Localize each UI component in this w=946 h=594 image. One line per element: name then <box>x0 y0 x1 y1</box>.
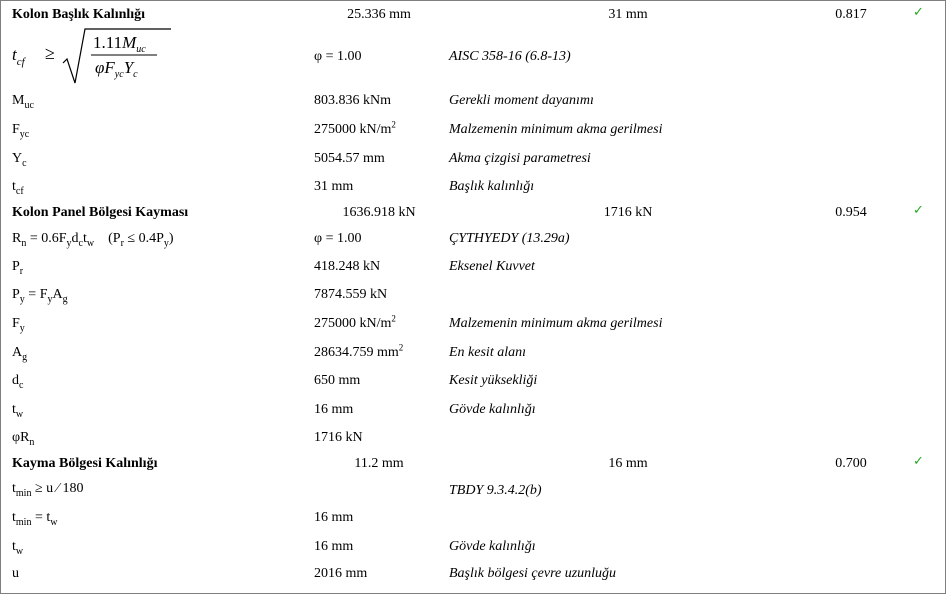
ratio-value: 0.954 <box>835 205 867 220</box>
param-value: 1716 kN <box>314 430 363 445</box>
param-row-py <box>1 287 945 311</box>
param-row-tmin <box>1 510 945 534</box>
param-symbol: u <box>12 566 19 581</box>
param-row-phirn <box>1 430 945 454</box>
param-row-u <box>1 566 945 590</box>
formula-row <box>1 49 945 73</box>
equation: $t_{min} \ge u$ ⁄ 180 <box>12 481 84 499</box>
param-value: 418.248 kN <box>314 259 381 274</box>
formula-relation: ≥ <box>45 43 55 63</box>
param-row-fyc <box>1 119 945 146</box>
param-description: Gövde kalınlığı <box>449 402 536 417</box>
param-description: Malzemenin minimum akma gerilmesi <box>449 316 663 331</box>
param-row-fy <box>1 313 945 340</box>
section-header-shear-zone-thickness <box>1 456 945 480</box>
param-row-dc <box>1 373 945 397</box>
reference: TBDY 9.3.4.2(b) <box>449 483 542 498</box>
param-symbol: $P_r$ <box>12 259 24 277</box>
param-value: 275000 $kN/m^2$ <box>314 313 396 331</box>
param-description: Kesit yüksekliği <box>449 373 538 388</box>
param-description: Malzemenin minimum akma gerilmesi <box>449 122 663 137</box>
required-value: 1636.918 kN <box>342 205 416 220</box>
param-value: 28634.759 $mm^2$ <box>314 342 404 360</box>
formula-denominator: $\varphi F_{yc}Y_c$ <box>95 58 138 80</box>
param-description: Başlık kalınlığı <box>449 179 535 194</box>
section-title: Kolon Panel Bölgesi Kayması <box>12 205 189 220</box>
param-value: 5054.57 mm <box>314 151 385 166</box>
param-value: 31 mm <box>314 179 354 194</box>
phi-value: φ = 1.00 <box>314 231 362 246</box>
section-header-panel-zone-shear <box>1 205 945 229</box>
param-symbol: $\varphi R_n$ <box>12 430 35 448</box>
param-value: 803.836 kNm <box>314 93 391 108</box>
provided-value: 31 mm <box>608 7 648 22</box>
param-description: Başlık bölgesi çevre uzunluğu <box>449 566 617 581</box>
param-value: 275000 $kN/m^2$ <box>314 119 396 137</box>
param-row-tw <box>1 402 945 426</box>
param-value: 7874.559 kN <box>314 287 388 302</box>
param-symbol: $F_y$ <box>12 316 25 334</box>
param-symbol: $F_{yc}$ <box>12 122 30 140</box>
param-description: Gerekli moment dayanımı <box>449 93 594 108</box>
param-description: Gövde kalınlığı <box>449 539 536 554</box>
param-row-ag <box>1 342 945 369</box>
required-value: 25.336 mm <box>347 7 411 22</box>
param-symbol: $A_g$ <box>12 345 28 363</box>
checkmark-icon: ✓ <box>913 5 924 20</box>
param-value: 650 mm <box>314 373 361 388</box>
provided-value: 1716 kN <box>603 205 653 220</box>
param-row-yc <box>1 151 945 175</box>
equation-row <box>1 231 945 255</box>
param-value: 16 mm <box>314 510 354 525</box>
param-symbol: $t_w$ <box>12 539 24 557</box>
param-symbol: $t_w$ <box>12 402 24 420</box>
phi-value: φ = 1.00 <box>314 49 362 64</box>
param-symbol: $Y_c$ <box>12 151 27 169</box>
param-value: 16 mm <box>314 402 354 417</box>
equation-row <box>1 481 945 505</box>
param-description: Eksenel Kuvvet <box>449 259 535 274</box>
checkmark-icon: ✓ <box>913 203 924 218</box>
formula-numerator: $1.11M_{uc}$ <box>93 33 146 55</box>
provided-value: 16 mm <box>608 456 648 471</box>
ratio-value: 0.817 <box>835 7 867 22</box>
param-row-tw <box>1 539 945 563</box>
param-symbol: $d_c$ <box>12 373 24 391</box>
param-symbol: $P_y = F_yA_g$ <box>12 287 68 305</box>
required-value: 11.2 mm <box>354 456 404 471</box>
section-title: Kayma Bölgesi Kalınlığı <box>12 456 158 471</box>
param-row-muc <box>1 93 945 117</box>
param-symbol: $t_{cf}$ <box>12 179 24 197</box>
param-value: 16 mm <box>314 539 354 554</box>
section-title: Kolon Başlık Kalınlığı <box>12 7 146 22</box>
reference: ÇYTHYEDY (13.29a) <box>449 231 570 246</box>
reference: AISC 358-16 (6.8-13) <box>449 49 571 64</box>
formula-lhs: $t_{cf}$ <box>12 45 25 68</box>
param-symbol: $t_{min} = t_w$ <box>12 510 58 528</box>
param-value: 2016 mm <box>314 566 368 581</box>
param-row-tcf <box>1 179 945 203</box>
checkmark-icon: ✓ <box>913 454 924 469</box>
param-symbol: $M_{uc}$ <box>12 93 34 111</box>
ratio-value: 0.700 <box>835 456 867 471</box>
param-description: En kesit alanı <box>449 345 526 360</box>
equation: $R_n = 0.6F_yd_ct_w$ $(P_r \le 0.4P_y)$ <box>12 231 174 249</box>
param-row-pr <box>1 259 945 283</box>
param-description: Akma çizgisi parametresi <box>449 151 591 166</box>
